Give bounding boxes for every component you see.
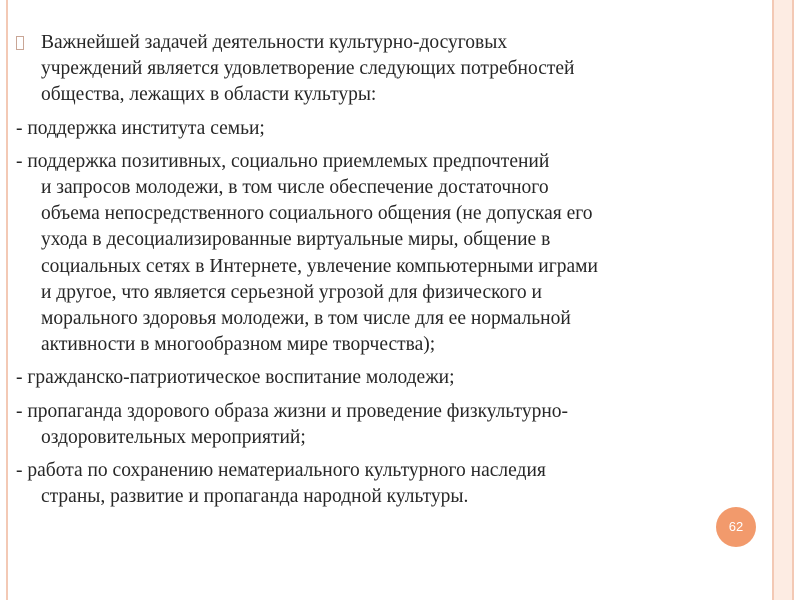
- needs-list: [16, 116, 761, 511]
- list-item: [16, 399, 761, 451]
- list-item-line: и запросов молодежи, в том числе обеспечение достаточного: [41, 177, 549, 199]
- page-number-badge: 62: [716, 507, 756, 547]
- list-item-line: ухода в десоциализированные виртуальные миры, общение в: [41, 229, 551, 251]
- list-item: [16, 458, 761, 510]
- list-item-line: поддержка позитивных, социально приемлемых предпочтений: [27, 150, 550, 172]
- dash-marker: -: [16, 117, 28, 139]
- list-item-line: социальных сетях в Интернете, увлечение компьютерными играми: [41, 255, 598, 277]
- list-item-line: и другое, что является серьезной угрозой для физического и: [41, 281, 542, 303]
- list-item-text: [16, 116, 761, 142]
- slide-body: [16, 30, 761, 517]
- list-item-line: гражданско-патриотическое воспитание молодежи;: [27, 367, 455, 389]
- intro-line: общества, лежащих в области культуры:: [41, 84, 377, 106]
- intro-paragraph: [16, 30, 761, 109]
- list-item-line: страны, развитие и пропаганда народной культуры.: [41, 486, 469, 508]
- square-bullet-icon: [16, 36, 24, 50]
- list-item-text: [16, 365, 761, 391]
- list-item-line: объема непосредственного социального общения (не допуская его: [41, 203, 593, 225]
- list-item-text: [16, 399, 761, 451]
- left-border-line: [6, 0, 8, 600]
- list-item: [16, 116, 761, 142]
- list-item-line: работа по сохранению нематериального культурного наследия: [27, 460, 546, 482]
- dash-marker: -: [16, 460, 28, 482]
- list-item-line: пропаганда здорового образа жизни и проведение физкультурно-: [27, 400, 568, 422]
- list-item-line: оздоровительных мероприятий;: [41, 426, 306, 448]
- list-item-line: поддержка института семьи;: [27, 117, 265, 139]
- list-item: [16, 365, 761, 391]
- list-item-line: активности в многообразном мире творчества);: [41, 334, 436, 356]
- intro-line: Важнейшей задачей деятельности культурно-досуговых: [41, 32, 508, 53]
- right-decorative-band: [772, 0, 794, 600]
- list-item-text: [16, 149, 761, 359]
- dash-marker: -: [16, 150, 28, 172]
- dash-marker: -: [16, 367, 28, 389]
- list-item: [16, 149, 761, 359]
- dash-marker: -: [16, 400, 28, 422]
- list-item-text: [16, 458, 761, 510]
- intro-line: учреждений является удовлетворение следующих потребностей: [41, 58, 575, 80]
- list-item-line: морального здоровья молодежи, в том числе для ее нормальной: [41, 308, 571, 330]
